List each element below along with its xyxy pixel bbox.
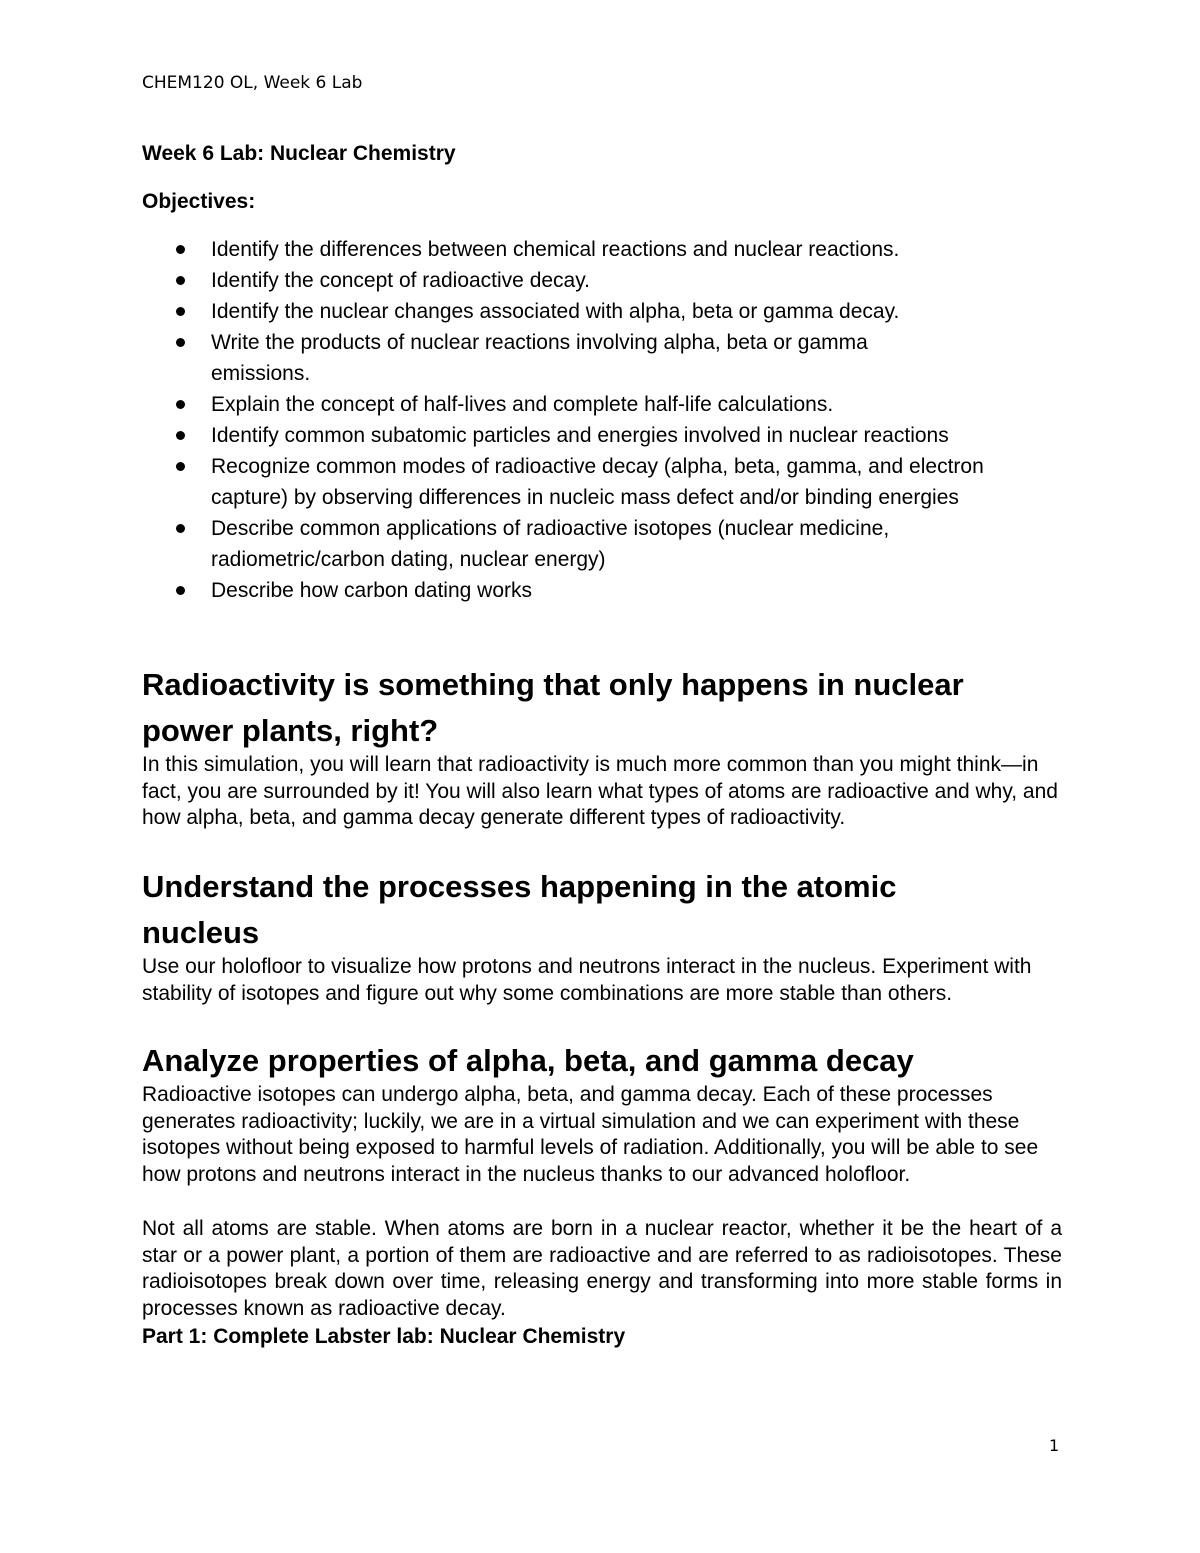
list-item: Identify the differences between chemical reactions and nuclear reactions.: [142, 234, 1062, 265]
section-heading-nucleus: Understand the processes happening in the atomic nucleus: [142, 869, 897, 950]
running-header: CHEM120 OL, Week 6 Lab: [142, 73, 363, 93]
section-body-decay: Radioactive isotopes can undergo alpha, beta, and gamma decay. Each of these processes generates radioactivity; luckily, we are in a virtual simulation and we can experiment with these isotopes without being exposed to harmful levels of radiation. Additionally, you will be able to see how protons and neutrons interact in the nucleus thanks to our advanced holofloor.: [142, 1083, 1039, 1186]
objectives-label: Objectives:: [142, 190, 256, 213]
list-item: Recognize common modes of radioactive decay (alpha, beta, gamma, and electron capture) by observing differences in nucleic mass defect and/or binding energies: [142, 451, 1062, 513]
lab-title: Week 6 Lab: Nuclear Chemistry: [142, 142, 456, 165]
bullet-icon: [176, 524, 185, 533]
section-body-radioactivity: In this simulation, you will learn that radioactivity is much more common than you might think—in fact, you are surrounded by it! You will also learn what types of atoms are radioactive and why, and how alpha, beta, and gamma decay generate different types of radioactivity.: [142, 753, 1058, 829]
list-item: Identify the nuclear changes associated with alpha, beta or gamma decay.: [142, 296, 1062, 327]
section-body-nucleus: Use our holofloor to visualize how protons and neutrons interact in the nucleus. Experiment with stability of isotopes and figure out why some combinations are more stable than others.: [142, 955, 1032, 1005]
section-heading-decay: Analyze properties of alpha, beta, and gamma decay: [142, 1043, 914, 1078]
list-item: Describe how carbon dating works: [142, 575, 1062, 606]
bullet-icon: [176, 276, 185, 285]
bullet-icon: [176, 462, 185, 471]
bullet-icon: [176, 586, 185, 595]
bullet-icon: [176, 400, 185, 409]
bullet-icon: [176, 307, 185, 316]
section-body-decay-2: Not all atoms are stable. When atoms are born in a nuclear reactor, whether it be the heart of a star or a power plant, a portion of them are radioactive and are referred to as radioisotopes. These radioisotopes break down over time, releasing energy and transforming into more stable forms in processes known as radioactive decay.: [142, 1217, 1062, 1320]
list-item: Describe common applications of radioactive isotopes (nuclear medicine, radiometric/carbon dating, nuclear energy): [142, 513, 1062, 575]
list-item: Explain the concept of half-lives and complete half-life calculations.: [142, 389, 1062, 420]
bullet-icon: [176, 338, 185, 347]
objectives-list: [142, 234, 1062, 606]
page-number: 1: [1049, 1436, 1060, 1455]
bullet-icon: [176, 431, 185, 440]
part-1-heading: Part 1: Complete Labster lab: Nuclear Chemistry: [142, 1325, 626, 1348]
list-item: Write the products of nuclear reactions involving alpha, beta or gamma emissions.: [142, 327, 1062, 389]
list-item: Identify the concept of radioactive decay.: [142, 265, 1062, 296]
bullet-icon: [176, 245, 185, 254]
section-heading-radioactivity: Radioactivity is something that only happens in nuclear power plants, right?: [142, 667, 964, 748]
list-item: Identify common subatomic particles and energies involved in nuclear reactions: [142, 420, 1062, 451]
